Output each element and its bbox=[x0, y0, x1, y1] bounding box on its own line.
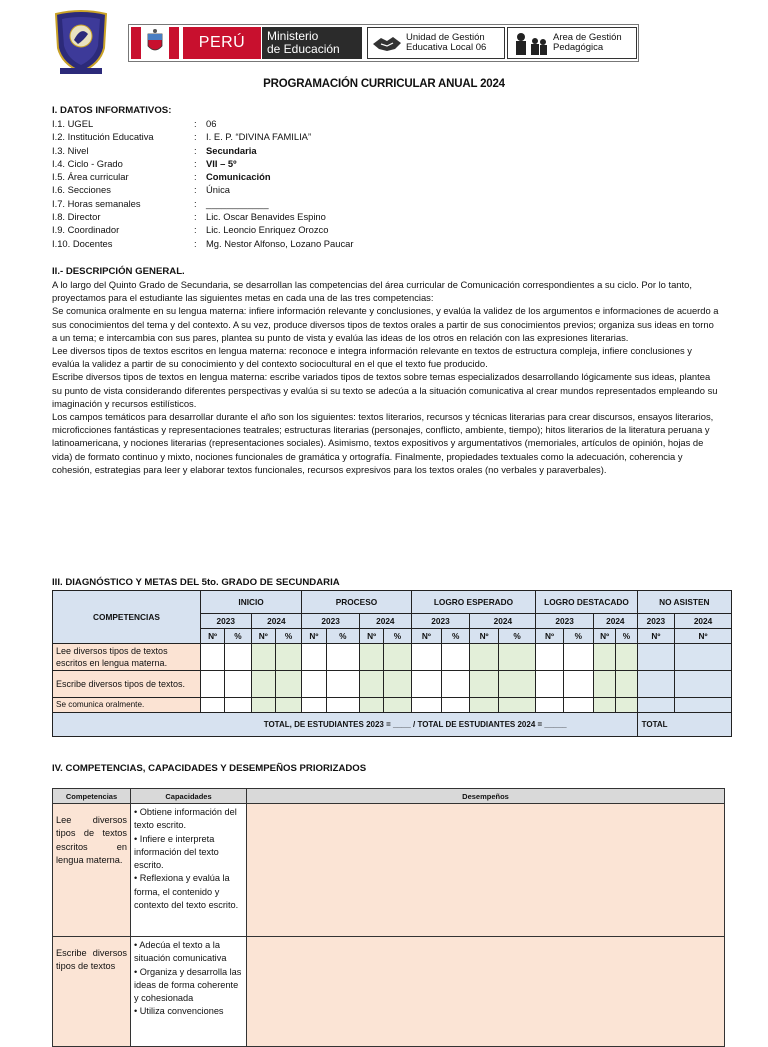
datos-value: 06 bbox=[206, 118, 217, 129]
datos-value: VII – 5º bbox=[206, 157, 237, 169]
datos-key: I.5. Área curricular bbox=[52, 171, 129, 183]
datos-key: I.1. UGEL bbox=[52, 118, 94, 129]
diag-pct-header: % bbox=[225, 629, 251, 644]
diag-value-cell[interactable] bbox=[442, 698, 470, 713]
diag-total-label: TOTAL bbox=[637, 713, 731, 737]
diag-n-header: Nº bbox=[360, 629, 384, 644]
comp-capacidades-cell bbox=[131, 804, 247, 937]
diag-value-cell[interactable] bbox=[470, 698, 498, 713]
comp-row bbox=[53, 937, 725, 1047]
datos-value: Mg. Nestor Alfonso, Lozano Paucar bbox=[206, 237, 354, 249]
diag-value-cell[interactable] bbox=[563, 698, 593, 713]
diagnostico-heading: III. DIAGNÓSTICO Y METAS DEL 5to. GRADO DE SECUNDARIA bbox=[52, 577, 340, 588]
diag-value-cell[interactable] bbox=[251, 671, 275, 698]
diag-pct-header: % bbox=[563, 629, 593, 644]
datos-value: Comunicación bbox=[206, 171, 271, 183]
diag-pct-header: % bbox=[326, 629, 359, 644]
diag-n-header: Nº bbox=[536, 629, 563, 644]
capacidad-item: • Organiza y desarrolla las ideas de forma coherente y cohesionada bbox=[134, 966, 242, 1004]
descripcion-paragraph: Los campos temáticos para desarrollar durante el año son los siguientes: textos literarios, recursos y técnicas literarias para crear discursos, ensayos literarios, microficciones fantásticas y representaciones teatrales; estructuras literarias (personajes, conflicto, ambiente, tiempo); hitos literarios de la literatura peruana y latinoamericana, y nociones literarias (representaciones sociales). Asimismo, textos expositivos y argumentativos (memoriales, artículos de opinión, hojas de vida) de formato continuo y mixto, nociones funcionales de gramática y ortografía. Finalmente, propiedades textuales como la adecuación, coherencia y cohesión, estrategias para leer y elaborar textos funcionales, recursos expresivos para los textos orales (no verbales y paraverbales). bbox=[52, 411, 714, 475]
diag-value-cell[interactable] bbox=[498, 698, 536, 713]
capacidad-item: • Reflexiona y evalúa la forma, el contenido y contexto del texto escrito. bbox=[134, 873, 239, 911]
diag-pct-header: % bbox=[498, 629, 536, 644]
diag-value-cell[interactable] bbox=[200, 671, 224, 698]
diag-pct-header: % bbox=[616, 629, 637, 644]
diag-value-cell[interactable] bbox=[225, 644, 251, 671]
government-banner bbox=[128, 24, 639, 62]
diag-value-cell[interactable] bbox=[594, 644, 616, 671]
diag-year-header: 2023 bbox=[302, 614, 360, 629]
diag-n-header: Nº bbox=[594, 629, 616, 644]
ugel-line-1: Unidad de Gestión bbox=[406, 32, 485, 43]
diag-value-cell[interactable] bbox=[302, 698, 326, 713]
diag-value-cell[interactable] bbox=[225, 698, 251, 713]
diag-data-row bbox=[53, 698, 732, 713]
diag-n-header: Nº bbox=[675, 629, 732, 644]
ministerio-label bbox=[262, 27, 362, 59]
datos-key: I.3. Nivel bbox=[52, 144, 89, 156]
diag-value-cell[interactable] bbox=[536, 698, 563, 713]
datos-key: I.9. Coordinador bbox=[52, 224, 120, 236]
school-crest-logo bbox=[52, 10, 110, 76]
diag-value-cell[interactable] bbox=[536, 671, 563, 698]
datos-value: Única bbox=[206, 184, 230, 196]
diag-pct-header: % bbox=[384, 629, 411, 644]
diag-value-cell[interactable] bbox=[275, 644, 301, 671]
handshake-icon bbox=[371, 32, 403, 54]
datos-key: I.10. Docentes bbox=[52, 237, 113, 249]
diag-value-cell[interactable] bbox=[384, 698, 411, 713]
datos-key: I.4. Ciclo - Grado bbox=[52, 157, 123, 169]
diag-group-header: LOGRO DESTACADO bbox=[536, 591, 637, 614]
diag-value-cell[interactable] bbox=[616, 644, 637, 671]
diag-value-cell[interactable] bbox=[637, 698, 674, 713]
datos-key: I.2. Institución Educativa bbox=[52, 131, 154, 143]
diagnostico-table bbox=[52, 590, 732, 737]
datos-row bbox=[52, 117, 472, 130]
ministerio-line-1: Ministerio bbox=[267, 29, 319, 43]
diag-year-header: 2023 bbox=[411, 614, 470, 629]
diag-value-cell[interactable] bbox=[442, 671, 470, 698]
descripcion-paragraph: A lo largo del Quinto Grado de Secundaria, se desarrollan las competencias del área curricular de Comunicación correspondientes a su ciclo. Por lo tanto, proyectamos para el estudiante las siguientes metas en cada una de las tres competencias: bbox=[52, 279, 692, 304]
diag-value-cell[interactable] bbox=[275, 698, 301, 713]
diag-value-cell[interactable] bbox=[411, 644, 441, 671]
competencias-table bbox=[52, 788, 725, 1047]
datos-colon: : bbox=[194, 237, 197, 249]
datos-colon: : bbox=[194, 131, 197, 143]
datos-row bbox=[52, 223, 472, 236]
document-title: PROGRAMACIÓN CURRICULAR ANUAL 2024 bbox=[263, 78, 505, 90]
diag-value-cell[interactable] bbox=[326, 644, 359, 671]
diag-value-cell[interactable] bbox=[563, 671, 593, 698]
diag-value-cell[interactable] bbox=[411, 698, 441, 713]
diag-n-header: Nº bbox=[302, 629, 326, 644]
diag-value-cell[interactable] bbox=[675, 644, 732, 671]
datos-colon: : bbox=[194, 224, 197, 236]
diag-value-cell[interactable] bbox=[251, 698, 275, 713]
capacidad-item: • Utiliza convenciones bbox=[134, 1006, 224, 1017]
datos-value: ____________ bbox=[206, 197, 269, 209]
datos-key: I.6. Secciones bbox=[52, 184, 111, 196]
diag-competencia-cell: Se comunica oralmente. bbox=[53, 698, 201, 713]
diag-value-cell[interactable] bbox=[675, 698, 732, 713]
diag-value-cell[interactable] bbox=[442, 644, 470, 671]
comp-desempenos-cell[interactable] bbox=[247, 937, 725, 1047]
comp-capacidades-cell bbox=[131, 937, 247, 1047]
datos-row bbox=[52, 183, 472, 196]
diag-value-cell[interactable] bbox=[470, 671, 498, 698]
diag-group-header: NO ASISTEN bbox=[637, 591, 731, 614]
datos-row bbox=[52, 144, 472, 157]
descripcion-paragraph: Se comunica oralmente en su lengua materna: infiere información relevante y conclusiones, y evalúa la validez de los argumentos e informaciones de acuerdo a sus conocimientos del tema y del contexto. A su vez, produce diversos tipos de textos orales a partir de sus conocimientos previos; organiza sus ideas en torno a un tema; e intercambia con sus pares, plantea su punto de vista y evalúa las ideas de los otros en relación con las expresiones literarias. bbox=[52, 305, 719, 343]
capacidad-item: • Adecúa el texto a la situación comunicativa bbox=[134, 940, 227, 964]
diag-value-cell[interactable] bbox=[302, 671, 326, 698]
comp-row bbox=[53, 804, 725, 937]
capacidad-item: • Obtiene información del texto escrito. bbox=[134, 807, 237, 831]
datos-value: Secundaria bbox=[206, 144, 257, 156]
diag-value-cell[interactable] bbox=[563, 644, 593, 671]
diag-value-cell[interactable] bbox=[326, 671, 359, 698]
datos-row bbox=[52, 130, 472, 143]
diag-value-cell[interactable] bbox=[675, 671, 732, 698]
diag-year-header: 2023 bbox=[536, 614, 594, 629]
diag-value-cell[interactable] bbox=[594, 698, 616, 713]
peru-label: PERÚ bbox=[183, 27, 261, 59]
comp-desempenos-cell[interactable] bbox=[247, 804, 725, 937]
diag-value-cell[interactable] bbox=[470, 644, 498, 671]
diag-group-header: LOGRO ESPERADO bbox=[411, 591, 536, 614]
datos-row bbox=[52, 197, 472, 210]
diag-value-cell[interactable] bbox=[594, 671, 616, 698]
diag-year-header: 2024 bbox=[251, 614, 302, 629]
diag-year-header: 2023 bbox=[200, 614, 251, 629]
diag-value-cell[interactable] bbox=[498, 644, 536, 671]
datos-value: Lic. Oscar Benavides Espino bbox=[206, 211, 326, 223]
diag-group-header: PROCESO bbox=[302, 591, 411, 614]
datos-row bbox=[52, 170, 472, 183]
peru-coat-of-arms-icon bbox=[131, 27, 179, 59]
datos-colon: : bbox=[194, 197, 197, 209]
comp-competencia-cell: Lee diversos tipos de textos escritos en lengua materna. bbox=[53, 804, 131, 937]
diag-pct-header: % bbox=[275, 629, 301, 644]
datos-colon: : bbox=[194, 184, 197, 196]
diag-value-cell[interactable] bbox=[302, 644, 326, 671]
diag-competencia-cell: Lee diversos tipos de textos escritos en lengua materna. bbox=[53, 644, 201, 671]
diag-n-header: Nº bbox=[200, 629, 224, 644]
diag-value-cell[interactable] bbox=[498, 671, 536, 698]
comp-competencia-cell: Escribe diversos tipos de textos bbox=[53, 937, 131, 1047]
diag-value-cell[interactable] bbox=[616, 671, 637, 698]
diag-value-cell[interactable] bbox=[411, 671, 441, 698]
diag-n-header: Nº bbox=[470, 629, 498, 644]
agp-line-2: Pedagógica bbox=[553, 42, 604, 53]
descripcion-body bbox=[52, 278, 720, 476]
ugel-label bbox=[367, 27, 505, 59]
agp-label bbox=[507, 27, 637, 59]
diag-value-cell[interactable] bbox=[360, 644, 384, 671]
datos-row bbox=[52, 157, 472, 170]
diag-value-cell[interactable] bbox=[384, 644, 411, 671]
capacidad-item: • Infiere e interpreta información del texto escrito. bbox=[134, 833, 219, 871]
diag-competencias-header: COMPETENCIAS bbox=[53, 591, 201, 644]
diag-value-cell[interactable] bbox=[200, 644, 224, 671]
ministerio-line-2: de Educación bbox=[267, 42, 340, 56]
datos-heading: I. DATOS INFORMATIVOS: bbox=[52, 105, 172, 116]
diag-value-cell[interactable] bbox=[384, 671, 411, 698]
diag-year-header: 2023 bbox=[637, 614, 674, 629]
datos-value: I. E. P. “DIVINA FAMILIA” bbox=[206, 131, 312, 143]
datos-colon: : bbox=[194, 211, 197, 223]
datos-informativos bbox=[52, 105, 472, 250]
teacher-students-icon bbox=[511, 31, 549, 57]
ugel-line-2: Educativa Local 06 bbox=[406, 42, 487, 53]
datos-value: Lic. Leoncio Enriquez Orozco bbox=[206, 224, 329, 236]
comp-header-cell: Desempeños bbox=[247, 789, 725, 804]
diag-n-header: Nº bbox=[637, 629, 674, 644]
diag-total-text: TOTAL, DE ESTUDIANTES 2023 = ____ / TOTAL DE ESTUDIANTES 2024 = _____ bbox=[53, 713, 638, 737]
descripcion-paragraph: Lee diversos tipos de textos escritos en lengua materna: reconoce e integra información relevante en textos de estructura compleja, infiere conclusiones y evalúa la validez a partir de su conocimiento y del contexto sociocultural en el que el texto fue producido. bbox=[52, 345, 692, 370]
diag-value-cell[interactable] bbox=[225, 671, 251, 698]
agp-line-1: Area de Gestión bbox=[553, 32, 622, 43]
datos-colon: : bbox=[194, 144, 197, 156]
diag-value-cell[interactable] bbox=[637, 644, 674, 671]
competencias-heading: IV. COMPETENCIAS, CAPACIDADES Y DESEMPEÑOS PRIORIZADOS bbox=[52, 763, 367, 774]
comp-header-row bbox=[53, 789, 725, 804]
diag-year-header: 2024 bbox=[675, 614, 732, 629]
datos-colon: : bbox=[194, 157, 197, 169]
diag-year-header: 2024 bbox=[594, 614, 638, 629]
diag-n-header: Nº bbox=[411, 629, 441, 644]
diag-value-cell[interactable] bbox=[637, 671, 674, 698]
datos-key: I.7. Horas semanales bbox=[52, 197, 141, 209]
diag-year-header: 2024 bbox=[470, 614, 536, 629]
datos-key: I.8. Director bbox=[52, 211, 101, 223]
comp-header-cell: Competencias bbox=[53, 789, 131, 804]
diag-value-cell[interactable] bbox=[360, 671, 384, 698]
diag-value-cell[interactable] bbox=[200, 698, 224, 713]
diag-value-cell[interactable] bbox=[360, 698, 384, 713]
comp-header-cell: Capacidades bbox=[131, 789, 247, 804]
diag-value-cell[interactable] bbox=[536, 644, 563, 671]
diag-total-row bbox=[53, 713, 732, 737]
diag-data-row bbox=[53, 671, 732, 698]
descripcion-paragraph: Escribe diversos tipos de textos en lengua materna: escribe variados tipos de textos sobre temas especializados desarrollando lógicamente sus ideas, plantea su punto de vista considerando diferentes perspectivas y evalúa si su texto se adecúa a la situación comunicativa al crear mundos representados empleando su imaginación y recursos estilísticos. bbox=[52, 371, 718, 409]
diag-value-cell[interactable] bbox=[275, 671, 301, 698]
datos-colon: : bbox=[194, 118, 197, 129]
descripcion-heading: II.- DESCRIPCIÓN GENERAL. bbox=[52, 266, 185, 277]
diag-pct-header: % bbox=[442, 629, 470, 644]
diag-value-cell[interactable] bbox=[251, 644, 275, 671]
datos-row bbox=[52, 237, 472, 250]
diag-group-header: INICIO bbox=[200, 591, 301, 614]
datos-colon: : bbox=[194, 171, 197, 183]
diag-data-row bbox=[53, 644, 732, 671]
diag-year-header: 2024 bbox=[360, 614, 412, 629]
diag-value-cell[interactable] bbox=[616, 698, 637, 713]
diag-value-cell[interactable] bbox=[326, 698, 359, 713]
diag-n-header: Nº bbox=[251, 629, 275, 644]
diag-competencia-cell: Escribe diversos tipos de textos. bbox=[53, 671, 201, 698]
diag-header-row bbox=[53, 591, 732, 614]
datos-row bbox=[52, 210, 472, 223]
